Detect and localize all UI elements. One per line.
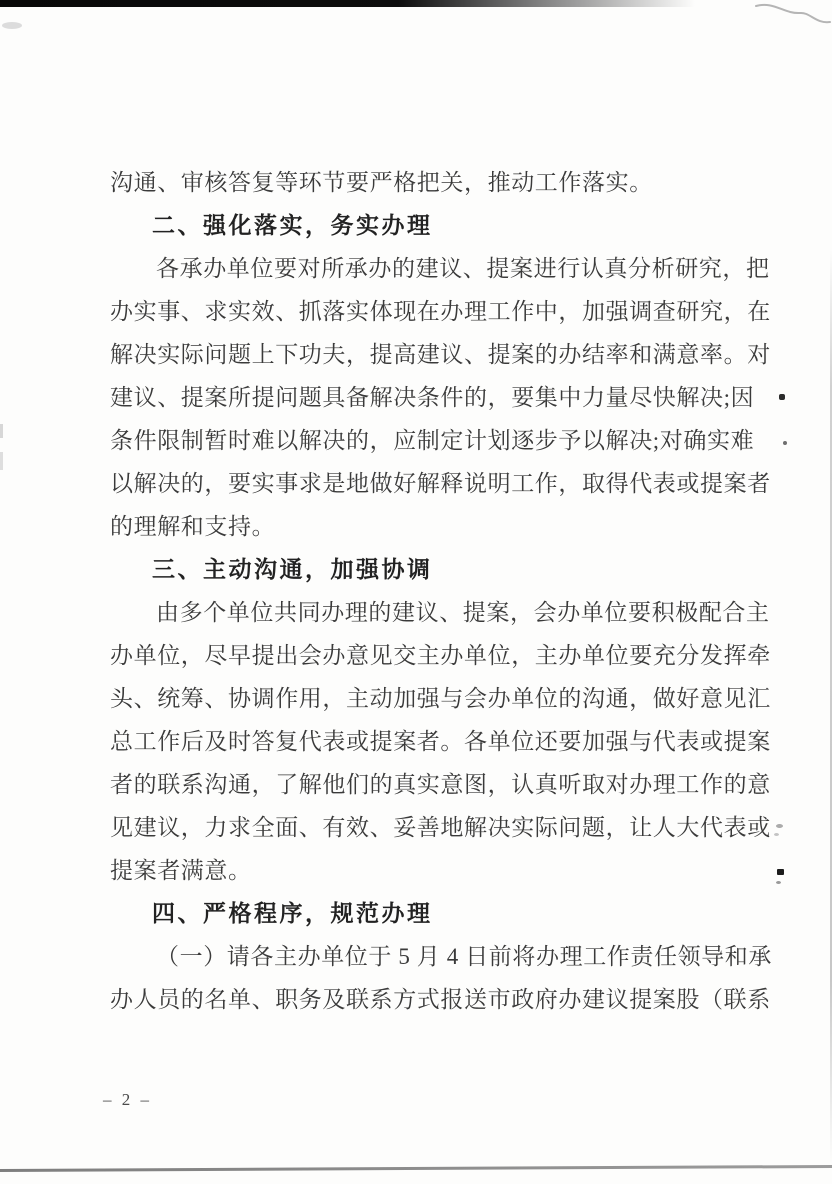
text-line: 见建议，力求全面、有效、妥善地解决实际问题，让人大代表或 [110,815,771,840]
section-heading: 三、主动沟通，加强协调 [152,556,433,582]
text-line: 头、统筹、协调作用，主动加强与会办单位的沟通，做好意见汇 [110,686,771,711]
text-line: （一）请各主办单位于 5 月 4 日前将办理工作责任领导和承 [156,944,772,969]
text-line: 总工作后及时答复代表或提案者。各单位还要加强与代表或提案 [110,729,771,754]
text-line: 以解决的，要实事求是地做好解释说明工作，取得代表或提案者 [110,471,771,496]
section-heading: 二、强化落实，务实办理 [152,212,433,238]
text-line: 各承办单位要对所承办的建议、提案进行认真分析研究，把 [156,256,770,281]
scan-page-bottom-edge [0,1165,832,1172]
scan-speck [779,394,785,400]
text-line: 沟通、审核答复等环节要严格把关，推动工作落实。 [110,170,653,195]
text-line: 条件限制暂时难以解决的，应制定计划逐步予以解决;对确实难 [110,428,755,453]
scan-speck [783,441,787,445]
scan-artifact-top-bar [0,0,724,7]
scan-speck [2,22,22,29]
text-line: 办人员的名单、职务及联系方式报送市政府办建议提案股（联系 [110,987,771,1012]
text-line: 的理解和支持。 [110,514,276,539]
scan-speck [0,452,3,470]
document-body [110,161,778,1021]
text-line: 解决实际问题上下功夫，提高建议、提案的办结率和满意率。对 [110,342,771,367]
text-line: 办实事、求实效、抓落实体现在办理工作中，加强调查研究，在 [110,299,771,324]
text-line: 者的联系沟通，了解他们的真实意图，认真听取对办理工作的意 [110,772,771,797]
page-number: – 2 – [103,1090,152,1109]
scan-speck [0,424,3,438]
text-line: 办单位，尽早提出会办意见交主办单位，主办单位要充分发挥牵 [110,643,771,668]
scan-speck [777,869,784,875]
section-heading: 四、严格程序，规范办理 [152,900,433,926]
text-line: 提案者满意。 [110,858,252,883]
text-line: 建议、提案所提问题具备解决条件的，要集中力量尽快解决;因 [110,385,755,410]
scan-artifact-squiggle [746,0,832,40]
text-line: 由多个单位共同办理的建议、提案，会办单位要积极配合主 [156,600,770,625]
